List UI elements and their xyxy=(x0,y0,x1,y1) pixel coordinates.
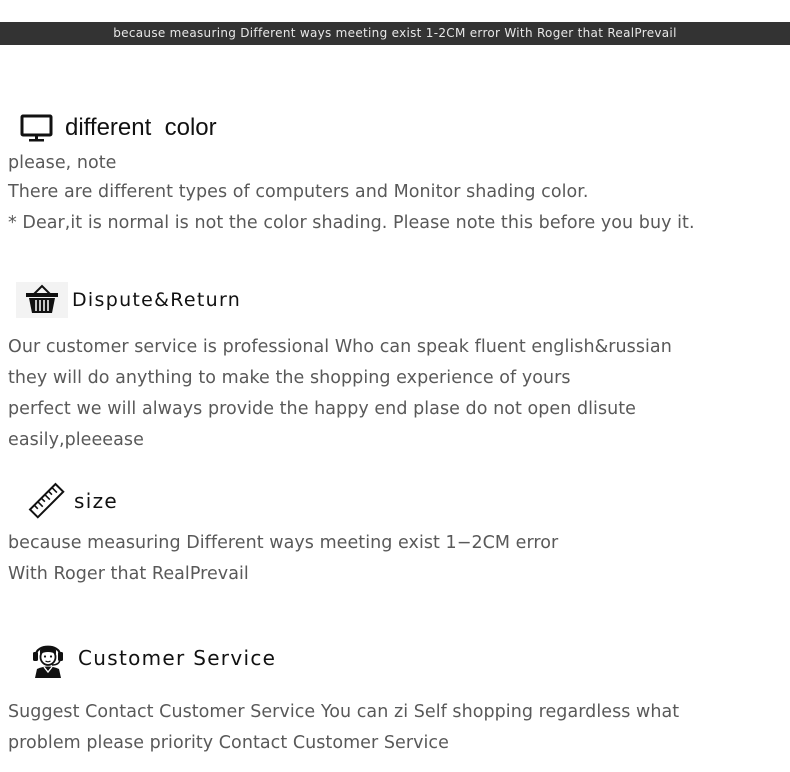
color-heading xyxy=(20,112,217,144)
color-line: * Dear,it is normal is not the color shading. Please note this before you buy it. xyxy=(8,213,695,233)
size-line: With Roger that RealPrevail xyxy=(8,564,249,584)
dispute-heading xyxy=(16,282,241,318)
color-paragraph xyxy=(8,147,695,239)
size-line: because measuring Different ways meeting exist 1−2CM error xyxy=(8,533,559,553)
color-heading-title: different color xyxy=(65,114,217,141)
service-line: problem please priority Contact Customer Service xyxy=(8,733,449,753)
dispute-line: Our customer service is professional Who can speak fluent english&russian xyxy=(8,337,672,357)
size-heading-title: size xyxy=(74,489,118,513)
dispute-line: they will do anything to make the shopping experience of yours xyxy=(8,368,571,388)
service-heading-title: Customer Service xyxy=(78,646,277,670)
ruler-icon xyxy=(28,482,66,520)
size-heading xyxy=(28,482,118,520)
color-line: There are different types of computers and Monitor shading color. xyxy=(8,182,589,202)
headset-agent-icon xyxy=(30,637,66,679)
service-paragraph xyxy=(8,697,679,759)
dispute-paragraph xyxy=(8,332,672,456)
basket-icon xyxy=(16,282,68,318)
banner-text: because measuring Different ways meeting exist 1-2CM error With Roger that RealPrevail xyxy=(113,26,677,40)
service-line: Suggest Contact Customer Service You can zi Self shopping regardless what xyxy=(8,702,680,722)
size-paragraph xyxy=(8,528,558,590)
dispute-line: perfect we will always provide the happy end plase do not open dlisute xyxy=(8,399,636,419)
color-line: please, note xyxy=(8,153,117,173)
monitor-icon xyxy=(20,114,54,142)
service-heading xyxy=(30,637,276,679)
top-banner xyxy=(0,22,790,45)
dispute-line: easily,pleeease xyxy=(8,430,144,450)
dispute-heading-title: Dispute&Return xyxy=(72,289,242,311)
